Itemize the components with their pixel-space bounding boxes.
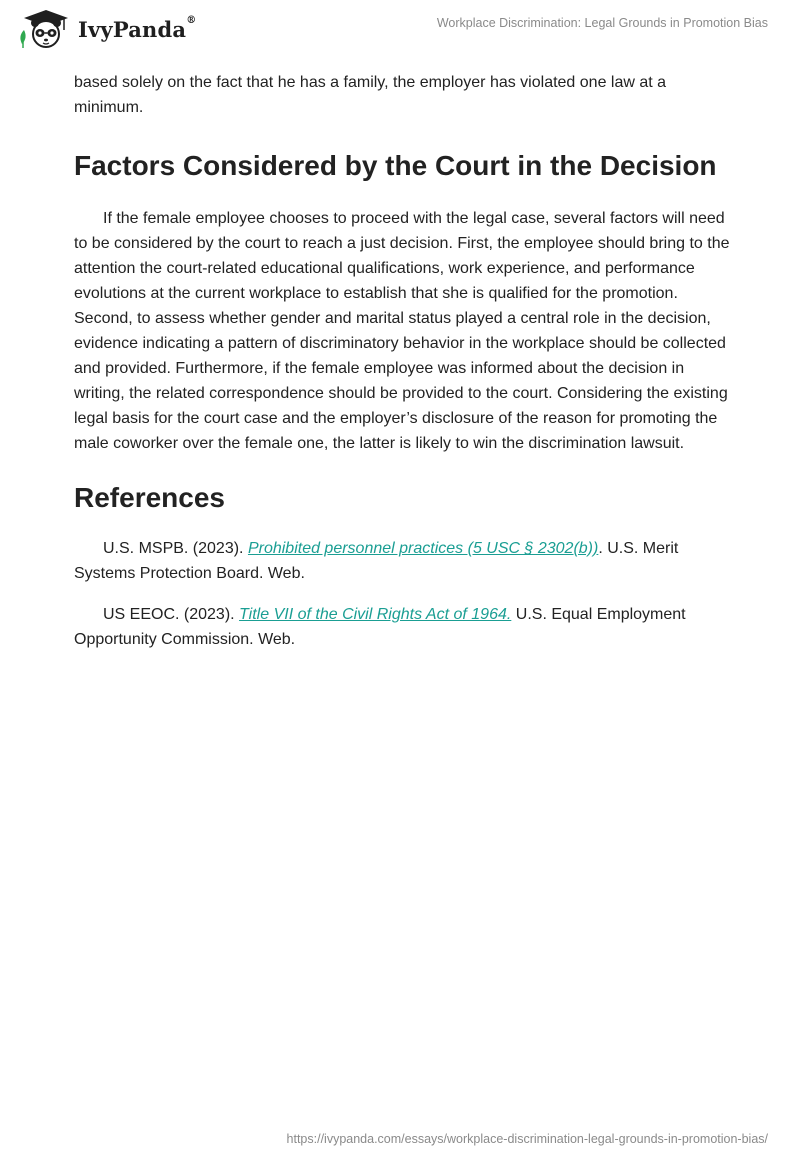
- essay-content: [74, 70, 734, 652]
- references-heading: References: [74, 482, 225, 513]
- reference-link-eeoc[interactable]: Title VII of the Civil Rights Act of 1964.: [239, 606, 512, 623]
- intro-paragraph: based solely on the fact that he has a family, the employer has violated one law at a minimum.: [74, 74, 667, 116]
- reference-prefix: U.S. MSPB. (2023).: [103, 540, 248, 557]
- registered-mark: ®: [186, 14, 197, 26]
- footer-url[interactable]: https://ivypanda.com/essays/workplace-discrimination-legal-grounds-in-promotion-bias/: [286, 1132, 768, 1146]
- reference-suffix: . U.S. Merit Systems Protection Board. Web.: [74, 540, 679, 582]
- document-title: Workplace Discrimination: Legal Grounds in Promotion Bias: [436, 16, 768, 30]
- reference-entry: [74, 536, 734, 586]
- brand-text: IvyPanda: [78, 16, 187, 42]
- ivypanda-logo[interactable]: [14, 8, 196, 50]
- panda-graduate-icon: [14, 8, 74, 50]
- reference-entry: [74, 602, 734, 652]
- factors-heading: Factors Considered by the Court in the Decision: [74, 150, 717, 181]
- factors-paragraph: If the female employee chooses to proceed with the legal case, several factors will need to be considered by the court to reach a just decision. First, the employee should bring to the attention the court-related educational qualifications, work experience, and performance evolutions at the current workplace to establish that she is qualified for the promotion. Second, to assess whether gender and marital status played a central role in the decision, evidence indicating a pattern of discriminatory behavior in the workplace should be collected and provided. Furthermore, if the female employee was informed about the decision in writing, the related correspondence should be provided to the court. Considering the existing legal basis for the court case and the employer’s disclosure of the reason for promoting the male coworker over the female one, the latter is likely to win the discrimination lawsuit.: [74, 210, 730, 452]
- reference-link-mspb[interactable]: Prohibited personnel practices (5 USC § 2302(b)): [247, 540, 599, 557]
- brand-name: [78, 14, 197, 42]
- reference-prefix: US EEOC. (2023).: [103, 606, 240, 623]
- page-header: [0, 0, 800, 70]
- reference-suffix: U.S. Equal Employment Opportunity Commission. Web.: [74, 606, 686, 648]
